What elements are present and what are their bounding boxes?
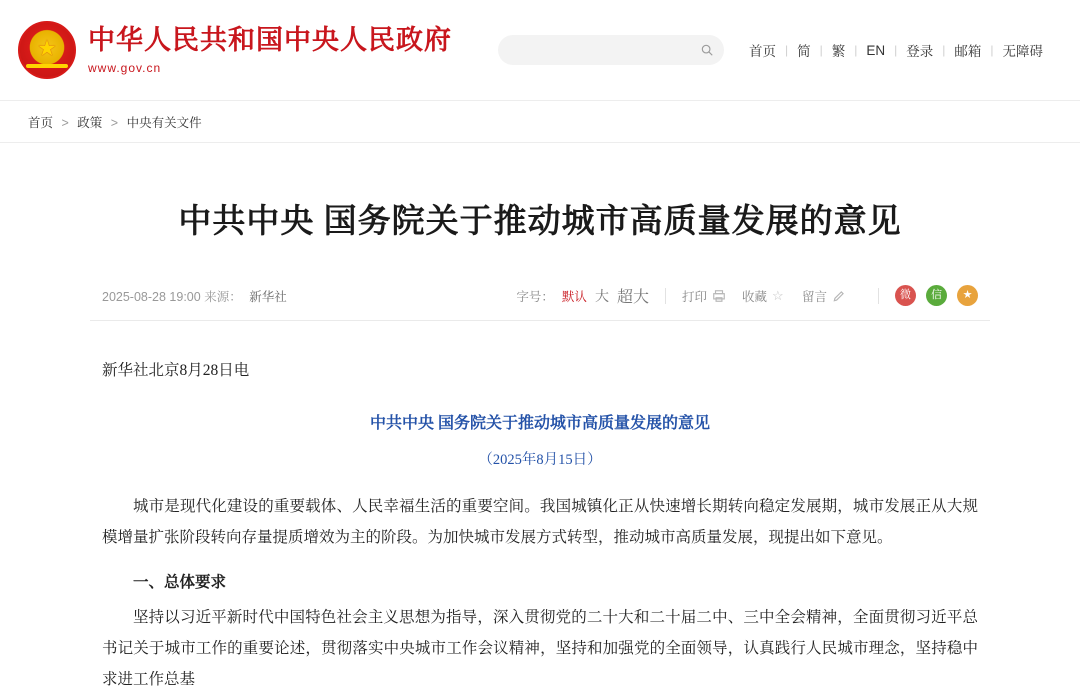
site-brand-title: 中华人民共和国中央人民政府 (88, 25, 452, 56)
nav-item-simplified[interactable]: 简 (797, 44, 811, 59)
article-sub-title: 中共中央 国务院关于推动城市高质量发展的意见 (369, 415, 710, 433)
favorite-button[interactable] (742, 287, 786, 305)
comment-label: 留言 (801, 289, 827, 304)
comment-button[interactable] (802, 287, 846, 305)
article-dateline: 新华社北京8月28日电 (102, 362, 250, 380)
site-brand[interactable] (88, 25, 452, 74)
nav-separator: | (819, 43, 823, 57)
nav-separator: | (990, 43, 994, 57)
national-emblem-icon (18, 21, 76, 79)
printer-icon (712, 289, 726, 303)
breadcrumb-item-policy[interactable]: 政策 (77, 115, 103, 130)
article-datetime: 2025-08-28 19:00 (102, 289, 201, 304)
site-header (0, 0, 1080, 100)
breadcrumb-item-home[interactable]: 首页 (28, 115, 54, 130)
fontsize-label: 字号： (516, 289, 554, 304)
site-brand-url: www.gov.cn (88, 60, 162, 75)
nav-separator: | (894, 43, 898, 57)
weibo-share-icon[interactable]: 微 (895, 285, 916, 306)
fontsize-default-button[interactable]: 默认 (561, 289, 587, 304)
toolbar-divider (878, 288, 879, 304)
pencil-icon (832, 289, 846, 303)
nav-item-mail[interactable]: 邮箱 (954, 44, 982, 59)
search-input[interactable] (510, 42, 712, 58)
fontsize-group (516, 284, 649, 307)
favorite-share-icon[interactable]: ★ (957, 285, 978, 306)
article-sub-date: （2025年8月15日） (478, 452, 602, 469)
breadcrumb-item-central-documents[interactable]: 中央有关文件 (126, 115, 202, 130)
article-container (90, 143, 990, 695)
article-meta-bar (90, 279, 990, 321)
breadcrumb (28, 113, 202, 131)
header-nav (740, 40, 1052, 60)
header-right (498, 35, 1052, 65)
search-icon[interactable] (700, 43, 714, 57)
article-paragraph: 坚持以习近平新时代中国特色社会主义思想为指导，深入贯彻党的二十大和二十届二中、三中全会精神，全面贯彻习近平总书记关于城市工作的重要论述，贯彻落实中央城市工作会议精神，坚持和加强党的全面领导，认真践行人民城市理念，坚持稳中求进工作总基 (102, 609, 978, 689)
nav-separator: | (854, 43, 858, 57)
nav-item-traditional[interactable]: 繁 (831, 44, 846, 59)
fontsize-large-button[interactable]: 大 (594, 287, 609, 304)
article-source-label: 来源： (204, 289, 242, 304)
search-box[interactable] (498, 35, 724, 65)
article-meta-left (102, 287, 287, 305)
article-body (90, 355, 990, 695)
breadcrumb-bar (0, 100, 1080, 143)
breadcrumb-separator: > (110, 115, 119, 130)
article-source-name: 新华社 (249, 289, 287, 304)
nav-item-accessibility[interactable]: 无障碍 (1002, 44, 1043, 59)
page-title: 中共中央 国务院关于推动城市高质量发展的意见 (178, 204, 902, 240)
print-label: 打印 (681, 289, 707, 304)
star-icon: ☆ (771, 287, 784, 303)
print-button[interactable] (682, 287, 726, 305)
wechat-share-icon[interactable]: 信 (926, 285, 947, 306)
article-paragraph: 城市是现代化建设的重要载体、人民幸福生活的重要空间。我国城镇化正从快速增长期转向稳定发展期，城市发展正从大规模增量扩张阶段转向存量提质增效为主的阶段。为加快城市发展方式转型，推动城市高质量发展，现提出如下意见。 (102, 498, 978, 547)
nav-separator: | (784, 43, 789, 57)
article-section-heading: 一、总体要求 (133, 574, 227, 592)
nav-separator: | (942, 43, 946, 57)
nav-item-english[interactable]: EN (866, 42, 886, 58)
share-group (895, 285, 978, 306)
favorite-label: 收藏 (741, 289, 767, 304)
breadcrumb-separator: > (61, 115, 69, 130)
toolbar-divider (665, 288, 666, 304)
nav-item-home[interactable]: 首页 (748, 44, 776, 59)
nav-item-login[interactable]: 登录 (906, 44, 934, 59)
article-toolbar (516, 284, 978, 307)
fontsize-extra-large-button[interactable]: 超大 (616, 289, 649, 307)
